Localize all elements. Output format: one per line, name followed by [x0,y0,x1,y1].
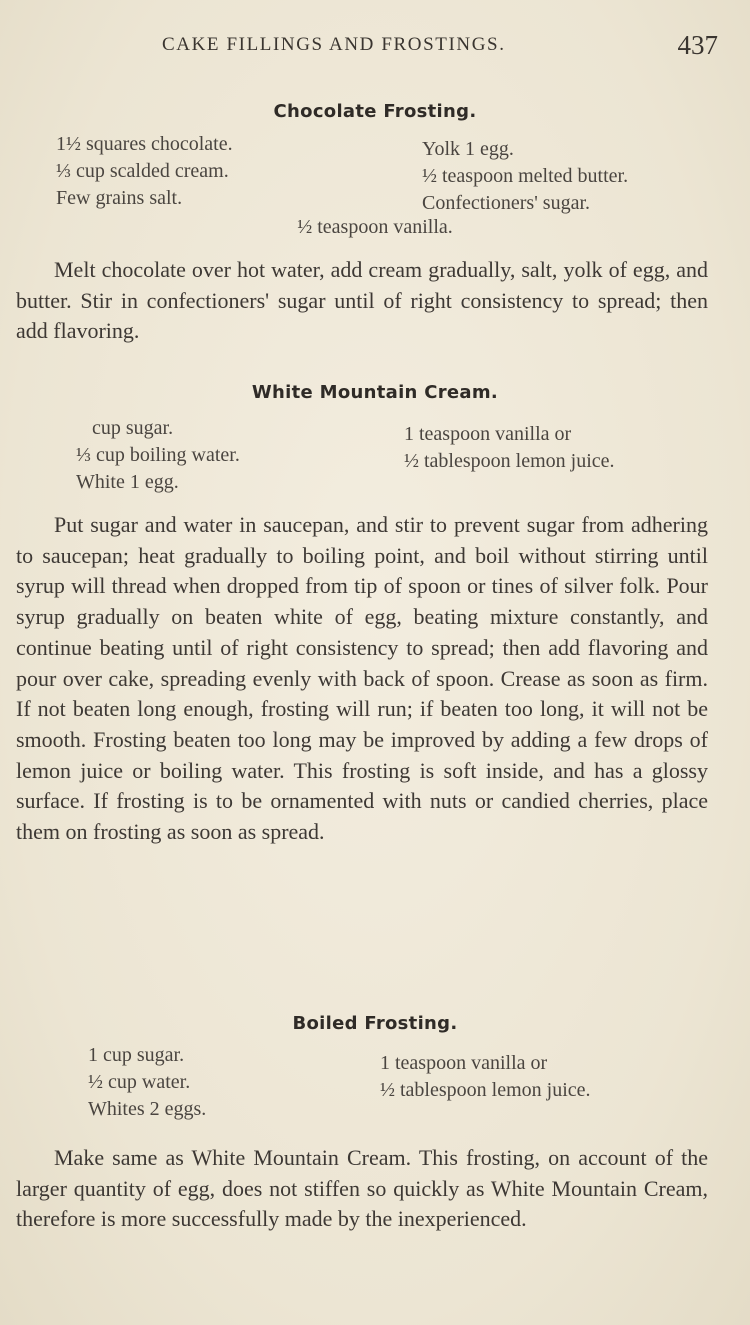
ingredient-item: ½ cup water. [88,1071,191,1093]
ingredient-item: 1 teaspoon vanilla or [380,1052,548,1074]
ingredient-item: ½ teaspoon melted butter. [422,165,629,187]
ingredient-item: Few grains salt. [56,187,183,209]
ingredients-right-column [422,136,628,217]
recipe-directions-boiled-frosting: Make same as White Mountain Cream. This frosting, on account of the larger quantity of egg, does not stiffen so quickly as White Mountain Cream, therefore is more successfully made by the inexperienced. [16,1145,708,1232]
ingredient-item: 1 teaspoon vanilla or [404,423,572,445]
recipe-title-white-mountain-cream: White Mountain Cream. [251,382,499,403]
ingredient-item: ⅓ cup boiling water. [76,444,240,466]
recipe-directions-chocolate-frosting: Melt chocolate over hot water, add cream gradually, salt, yolk of egg, and butter. Stir in confectioners' sugar until of right consistency to spread; then add flavoring. [16,257,708,344]
recipe-title-boiled-frosting: Boiled Frosting. [292,1013,458,1034]
ingredient-item: ⅓ cup scalded cream. [56,160,229,182]
running-title: CAKE FILLINGS AND FROSTINGS. [162,34,506,55]
ingredient-item: Confectioners' sugar. [422,192,591,214]
ingredient-item: White 1 egg. [76,471,179,493]
ingredient-item: Yolk 1 egg. [422,138,514,160]
ingredient-item: 1½ squares chocolate. [56,133,233,155]
ingredient-item: cup sugar. [92,417,174,439]
recipe-directions-white-mountain-cream: Put sugar and water in saucepan, and stir to prevent sugar from adhering to saucepan; heat gradually to boiling point, and boil without stirring until syrup will thread when dropped from tip of spoon or tines of silver folk. Pour syrup gradually on beaten white of egg, beating mixture constantly, and continue beating until of right consistency to spread; then add flavoring and pour over cake, spreading evenly with back of spoon. Crease as soon as firm. If not beaten long enough, frosting will run; if beaten too long, it will not be smooth. Frosting beaten too long may be improved by adding a few drops of lemon juice or boiling water. This frosting is soft inside, and has a glossy surface. If frosting is to be ornamented with nuts or candied cherries, place them on frosting as soon as spread. [16,512,708,845]
ingredients-left-column [88,1042,206,1123]
ingredients-left-column [56,131,233,212]
ingredients-left-column [76,415,240,496]
page-number: 437 [677,30,718,60]
running-head [0,30,750,60]
ingredient-item: 1 cup sugar. [88,1044,185,1066]
ingredient-item-centered: ½ teaspoon vanilla. [297,216,453,238]
ingredients-right-column [380,1050,591,1104]
ingredient-item: Whites 2 eggs. [88,1098,207,1120]
recipe-title-chocolate-frosting: Chocolate Frosting. [273,101,477,122]
ingredient-item: ½ tablespoon lemon juice. [404,450,615,472]
ingredient-item: ½ tablespoon lemon juice. [380,1079,591,1101]
ingredients-right-column [404,421,615,475]
